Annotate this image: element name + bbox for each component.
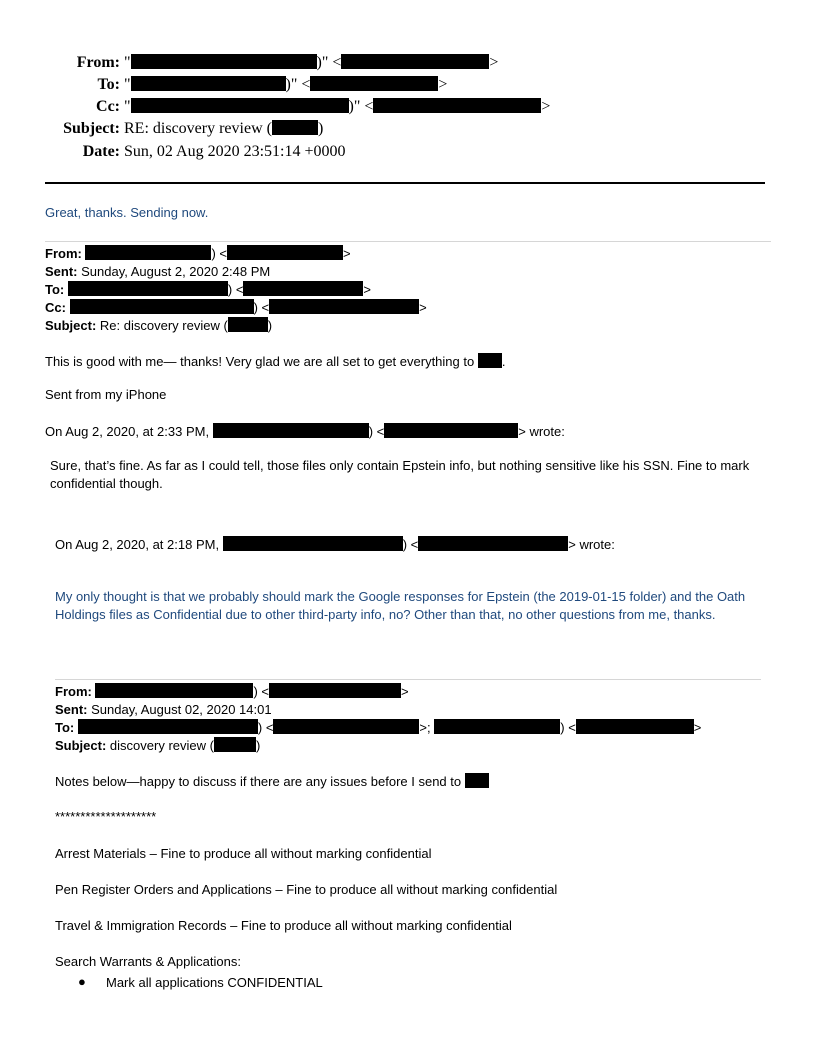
redaction [418,536,568,551]
msg2-quote-prefix: On Aug 2, 2020, at 2:33 PM, [45,424,210,439]
redaction [70,299,254,314]
msg2-cc-row: Cc: ) < > [45,300,427,315]
redaction [68,281,228,296]
msg5-stars: ******************** [55,809,157,824]
redaction [273,719,419,734]
header-date-value: Sun, 02 Aug 2020 23:51:14 +0000 [124,143,346,160]
msg5-sent-row [55,701,272,719]
reply-body: Great, thanks. Sending now. [45,205,209,220]
redaction [223,536,403,551]
msg4-body: My only thought is that we probably should mark the Google responses for Epstein (the 2019-01-15 folder) and the Oath Holdings files as Confidential due to other third-party info, no? Other than that, no other questions from me, thanks. [55,589,746,622]
header-from-value: " )" < > [124,54,499,71]
msg5-to-row: To: ) < >; ) < > [55,720,702,735]
msg2-from-label: From: [45,246,82,261]
redaction [131,98,349,113]
header-to-value: " )" < > [124,76,448,93]
msg5-from-label: From: [55,684,92,699]
msg5-sent-value: Sunday, August 02, 2020 14:01 [91,702,272,717]
redaction [95,683,253,698]
redaction [78,719,258,734]
redaction [227,245,343,260]
redaction [341,54,489,69]
bullet-dot-icon: ● [78,974,86,989]
msg2-body-text: This is good with me— thanks! Very glad we are all set to get everything to [45,354,475,369]
msg2-to-label: To: [45,282,65,297]
redaction [434,719,560,734]
msg2-signature: Sent from my iPhone [45,387,167,402]
redaction [213,423,369,438]
msg2-from-row: From: ) < > [45,246,351,261]
redaction [243,281,363,296]
msg2-subject-text: Re: discovery review ( [99,318,228,333]
redaction [214,737,256,752]
msg5-intro-text: Notes below—happy to discuss if there are any issues before I send to [55,774,462,789]
redaction [85,245,211,260]
header-date-label: Date: [82,143,120,160]
msg2-subject-label: Subject: [45,318,97,333]
msg5-item-search-warrants: Search Warrants & Applications: [55,954,241,969]
header-from-label: From: [76,54,120,71]
redaction [131,54,317,69]
msg5-item-arrest: Arrest Materials – Fine to produce all without marking confidential [55,846,432,861]
msg2-cc-label: Cc: [45,300,66,315]
msg3-quote-suffix: wrote: [579,537,615,552]
msg5-bullet-item: Mark all applications CONFIDENTIAL [106,975,323,990]
redaction [478,353,502,368]
header-subject-label: Subject: [63,120,120,137]
msg5-item-pen-register: Pen Register Orders and Applications – Fine to produce all without marking confidential [55,882,558,897]
redaction [310,76,438,91]
msg5-subject-text: discovery review ( [109,738,214,753]
msg2-body: This is good with me— thanks! Very glad we are all set to get everything to . [45,354,506,369]
msg5-sent-label: Sent: [55,702,88,717]
header-subject-value: RE: discovery review ( ) [124,120,324,137]
msg3-quote-line: On Aug 2, 2020, at 2:18 PM, ) < > wrote: [55,537,615,552]
redaction [465,773,489,788]
redaction [269,299,419,314]
message-separator [55,679,761,680]
redaction [373,98,541,113]
msg5-to-label: To: [55,720,75,735]
redaction [269,683,401,698]
message-separator [45,241,771,242]
msg5-from-row: From: ) < > [55,684,409,699]
header-to-label: To: [97,76,120,93]
redaction [384,423,518,438]
msg2-sent-value: Sunday, August 2, 2020 2:48 PM [81,264,271,279]
redaction [576,719,694,734]
redaction [272,120,318,135]
msg5-item-travel: Travel & Immigration Records – Fine to produce all without marking confidential [55,918,512,933]
header-subject-text: RE: discovery review ( [124,120,272,137]
redaction [131,76,286,91]
msg3-quote-prefix: On Aug 2, 2020, at 2:18 PM, [55,537,220,552]
header-divider [45,182,765,184]
msg5-intro [55,773,489,791]
msg2-sent-label: Sent: [45,264,78,279]
msg5-subject-row: Subject: discovery review ( ) [55,738,261,753]
msg5-subject-label: Subject: [55,738,107,753]
msg2-subject-row: Subject: Re: discovery review ( ) [45,318,273,333]
redaction [228,317,268,332]
header-cc-value: " )" < > [124,98,551,115]
header-cc-label: Cc: [96,98,120,115]
msg2-quote-line: On Aug 2, 2020, at 2:33 PM, ) < > wrote: [45,424,565,439]
msg2-sent-row [45,263,270,281]
msg2-to-row: To: ) < > [45,282,372,297]
msg3-body: Sure, that’s fine. As far as I could tell, those files only contain Epstein info, but nothing sensitive like his SSN. Fine to mark confidential though. [50,458,750,491]
msg2-quote-suffix: wrote: [529,424,565,439]
